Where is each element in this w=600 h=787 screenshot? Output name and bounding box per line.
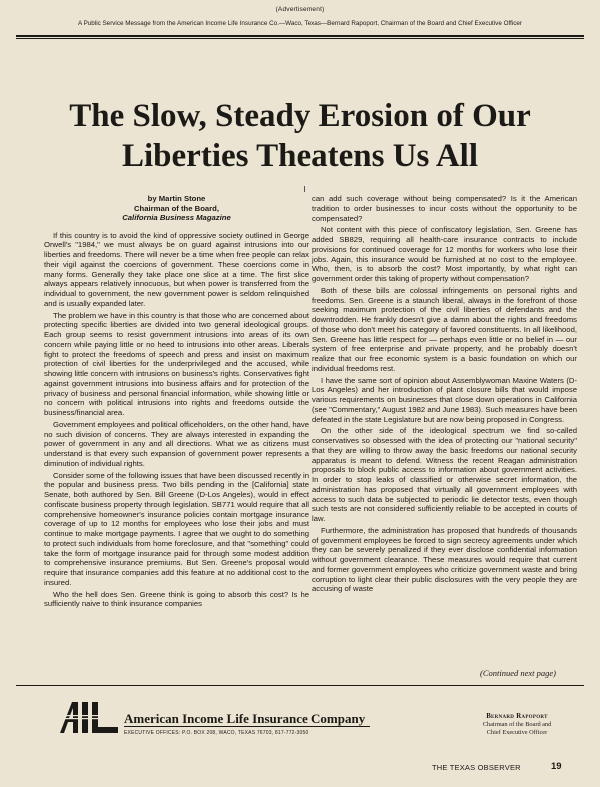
byline-role: Chairman of the Board, — [134, 203, 219, 213]
article-paragraph: I have the same sort of opinion about Assemblywoman Maxine Waters (D-Los Angeles) and her introduction of plant closure bills that would impose various requirements on businesses that close down operations in California (see "Commentary," August 1982 and June 1983). Such measures have been defeated in the state Legislature but are now being proposed in Congress. — [312, 375, 577, 424]
article-paragraph: Furthermore, the administration has proposed that hundreds of thousands of government employees be forced to sign secrecy agreements under which they can be severely penalized if they ever disclose confidential information without government clearance. These measures would require that current and former government employees who criticize government waste and bring corruption to light clear their public disclosures with the very people they are accusing of waste — [312, 525, 577, 594]
header-rule-thick — [16, 35, 584, 37]
company-name-underline — [124, 726, 370, 727]
header-rule-thin — [16, 38, 584, 39]
byline-publication: California Business Magazine — [122, 213, 231, 222]
column-tick-mark — [304, 186, 305, 192]
article-paragraph: Both of these bills are colossal infringements on personal rights and freedoms. Sen. Greene is a staunch liberal, always in the forefront of those seeking maximum protection of the civil liberties of defendants and the downtrodden. He frankly doesn't give a damn about the rights and freedoms of those who don't meet his category of favored constituents. In all likelihood, Sen. Greene has little respect for — perhaps even little or no belief in — our system of free enterprise and private property, and he probably doesn't realize that our free economic system is a basic foundation on which our individual freedoms rest. — [312, 285, 577, 373]
article-paragraph: Who the hell does Sen. Greene think is going to absorb this cost? Is he sufficiently naive to think insurance companies — [44, 589, 309, 609]
publication-name: THE TEXAS OBSERVER — [432, 763, 521, 772]
continued-next-page: (Continued next page) — [480, 668, 557, 678]
public-service-message-line: A Public Service Message from the American Income Life Insurance Co.—Waco, Texas—Bernard Rapoport, Chairman of the Board and Chief Executive Officer — [77, 20, 523, 27]
article-column-left — [44, 194, 309, 611]
article-column-right — [312, 194, 577, 596]
company-name: American Income Life Insurance Company — [124, 711, 366, 726]
company-logo — [58, 700, 120, 734]
byline-author: by Martin Stone — [147, 194, 206, 203]
article-paragraph: On the other side of the ideological spectrum we find so-called conservatives so obsessed with the idea of protecting our "national security" that they are willing to throw away the basic freedoms our national security apparatus is meant to defend. Witness the recent Reagan administration proposals to block public access to information about government activities. In order to stop leaks of classified or otherwise secret information, the administration has proposed that virtually all government employees with access to such data be subjected to periodic lie detector tests, even though such tests are not considered sufficiently reliable to be accepted in courts of law. — [312, 426, 577, 523]
chairman-title-line-1: Chairman of the Board and — [482, 721, 552, 728]
article-paragraph: The problem we have in this country is that those who are concerned about protecting specific liberties are divided into two general ideological groups. Each group seems to resist government intrusions into areas of its own concern while paying little or no heed to intrusions into other areas. Liberals fight to protect the freedoms of speech and press and insist on maximum protection of civil liberties for the underprivileged and the accused, while showing little concern with intrusions on business's rights. Conservatives fight against government intrusions into business affairs and for protection of the privacy of business and personal financial information, while showing little or no concern with political intrusions into rights and freedoms outside the business/financial area. — [44, 310, 309, 417]
page-number: 19 — [551, 761, 562, 772]
article-paragraph: If this country is to avoid the kind of oppressive society outlined in George Orwell's "1984," we must always be on guard against intrusions into our liberties and freedoms. There will never be a time when free people can relax their vigil against the coercions of government. These coercions come in many forms. Generally they take place one slice at a time. The first slice always appears relatively innocuous, but when power is transferred from the individual to government, the new government power is seldom relinquished and is usually expanded later. — [44, 230, 309, 308]
chairman-title-line-2: Chief Executive Officer — [486, 729, 548, 736]
byline — [44, 194, 309, 223]
advertisement-label: (Advertisement) — [275, 6, 325, 13]
chairman-name: Bernard Rapoport — [486, 713, 548, 720]
article-paragraph: can add such coverage without being compensated? Is it the American tradition to order businesses to incur costs without the opportunity to be compensated? — [312, 194, 577, 223]
article-paragraph: Not content with this piece of confiscatory legislation, Sen. Greene has added SB829, requiring all health-care insurance contracts to include provisions for continued coverage for 12 months for workers who lose their jobs. Again, this insurance would be furnished at no cost to the employee. Who, then, is to absorb the cost? Most importantly, by what right can government order this taking of property without compensation? — [312, 225, 577, 283]
company-address: EXECUTIVE OFFICES: P.O. BOX 208, WACO, TEXAS 76703, 817-772-3050 — [124, 730, 309, 736]
article-paragraph: Consider some of the following issues that have been discussed recently in the popular and business press. Two bills pending in the [California] state Senate, both authored by Sen. Bill Greene (D-Los Angeles), would in effect confiscate business property through legislation. SB771 would require that all comprehensive homeowner's insurance policies contain mortgage insurance coverage of up to 12 months for employees who lose their jobs and must continue to make mortgage payments. I agree that we ought to do something to protect such individuals from home foreclosure, and that "something" could take the form of mortgage insurance paid for through some modest addition to comprehensive insurance premiums. But Sen. Greene's proposal would require that insurance companies add this feature at no additional cost to the insured. — [44, 470, 309, 587]
headline-line-1: The Slow, Steady Erosion of Our — [69, 98, 531, 134]
article-headline — [20, 96, 580, 176]
headline-line-2: Liberties Theatens Us All — [122, 138, 478, 174]
footer-rule — [16, 685, 584, 686]
article-paragraph: Government employees and political officeholders, on the other hand, have no such division of concerns. They are always interested in expanding the power of government in any and all directions. What we as citizens must understand is that every such expansion of government power represents a diminution of individual rights. — [44, 419, 309, 468]
chairman-signature-block — [462, 713, 572, 737]
